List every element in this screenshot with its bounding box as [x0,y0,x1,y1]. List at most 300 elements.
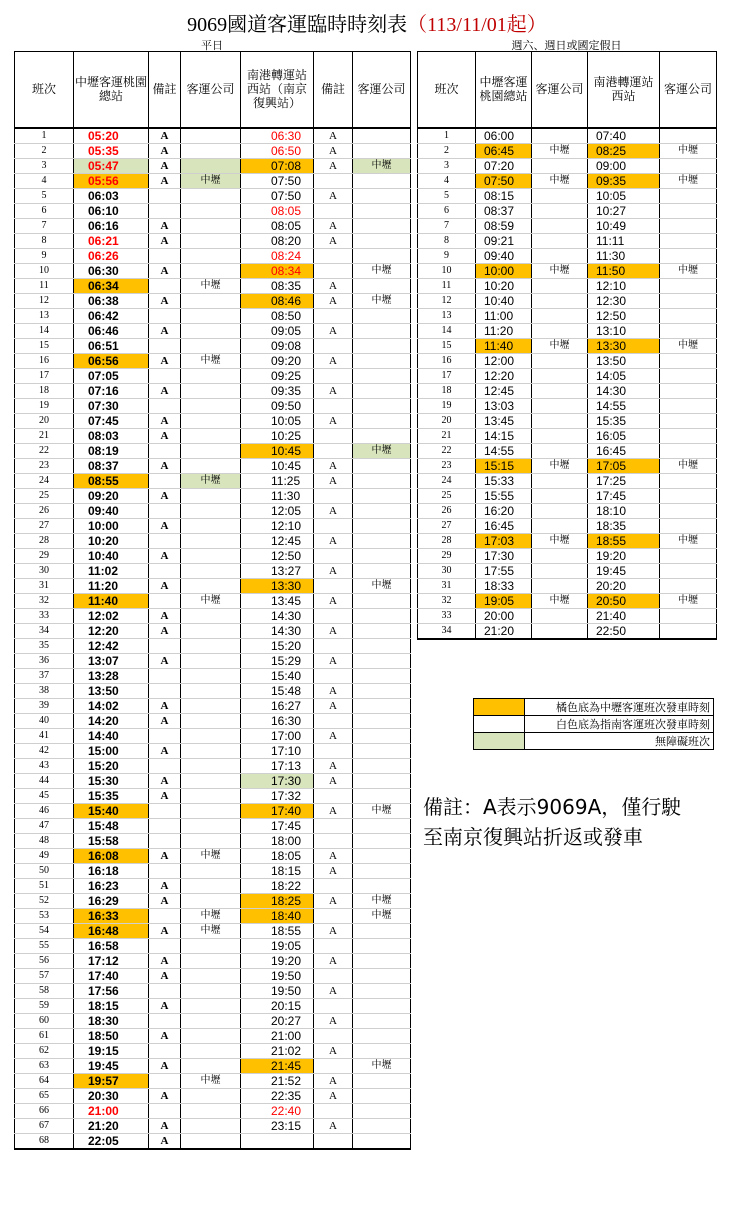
nangang-departure: 18:15 [241,863,314,878]
nangang-departure: 12:10 [241,518,314,533]
table-row [15,368,411,383]
company [181,233,241,248]
nangang-departure: 19:20 [588,548,660,563]
company: 中壢 [532,143,588,158]
table-row [15,1103,411,1118]
trip-number: 22 [15,443,74,458]
nangang-departure: 08:25 [588,143,660,158]
nangang-departure: 13:30 [588,338,660,353]
trip-number: 58 [15,983,74,998]
remark-a: A [149,1118,181,1133]
company-2 [353,968,411,983]
table-row [15,488,411,503]
nangang-departure: 20:50 [588,593,660,608]
nangang-departure: 22:50 [588,623,660,639]
weekday-rows [15,128,411,1149]
header-trip-no: 班次 [418,52,476,128]
company-2 [660,608,717,623]
nangang-departure: 14:30 [241,623,314,638]
company-2 [660,293,717,308]
company-2 [353,923,411,938]
remark-a: A [149,773,181,788]
remark-a-2: A [314,1013,353,1028]
nangang-departure: 18:40 [241,908,314,923]
company-2 [353,1073,411,1088]
company [181,668,241,683]
table-row [418,608,717,623]
zhongli-departure: 06:16 [74,218,149,233]
company [181,548,241,563]
remark-a [149,1103,181,1118]
nangang-departure: 17:40 [241,803,314,818]
company-2: 中壢 [660,263,717,278]
nangang-departure: 13:27 [241,563,314,578]
remark-a: A [149,128,181,144]
company-2 [353,488,411,503]
company-2 [353,653,411,668]
title-date: （113/11/01起） [407,14,547,36]
nangang-departure: 10:45 [241,443,314,458]
nangang-departure: 13:45 [241,593,314,608]
trip-number: 3 [418,158,476,173]
table-row [418,473,717,488]
company [181,878,241,893]
company-2 [353,563,411,578]
company [181,338,241,353]
table-row [15,263,411,278]
zhongli-departure: 15:20 [74,758,149,773]
company [181,1028,241,1043]
company-2 [353,1103,411,1118]
remark-a-2 [314,248,353,263]
remark-a-2: A [314,623,353,638]
nangang-departure: 17:00 [241,728,314,743]
trip-number: 45 [15,788,74,803]
table-row [418,128,717,144]
remark-a: A [149,1058,181,1073]
trip-number: 22 [418,443,476,458]
trip-number: 25 [418,488,476,503]
table-row [15,1013,411,1028]
zhongli-departure: 10:40 [476,293,532,308]
trip-number: 28 [15,533,74,548]
company [181,218,241,233]
company [181,128,241,144]
zhongli-departure: 06:26 [74,248,149,263]
remark-a: A [149,608,181,623]
zhongli-departure: 15:55 [476,488,532,503]
zhongli-departure: 10:00 [476,263,532,278]
company [181,158,241,173]
zhongli-departure: 06:03 [74,188,149,203]
company: 中壢 [181,908,241,923]
zhongli-departure: 17:30 [476,548,532,563]
zhongli-departure: 08:37 [476,203,532,218]
remark-a [149,443,181,458]
company: 中壢 [181,473,241,488]
table-row [418,353,717,368]
table-row [418,623,717,639]
trip-number: 4 [15,173,74,188]
remark-a: A [149,578,181,593]
company [532,188,588,203]
nangang-departure: 18:00 [241,833,314,848]
trip-number: 63 [15,1058,74,1073]
zhongli-departure: 15:15 [476,458,532,473]
table-row [418,548,717,563]
remark-a-2: A [314,758,353,773]
company-2: 中壢 [660,143,717,158]
company-2 [353,338,411,353]
nangang-departure [241,1133,314,1149]
zhongli-departure: 22:05 [74,1133,149,1149]
company-2 [353,983,411,998]
trip-number: 32 [15,593,74,608]
zhongli-departure: 21:00 [74,1103,149,1118]
company [181,368,241,383]
table-row [418,158,717,173]
company-2 [353,143,411,158]
table-row [15,233,411,248]
trip-number: 21 [15,428,74,443]
company [532,158,588,173]
remark-a-2 [314,263,353,278]
nangang-departure: 18:35 [588,518,660,533]
zhongli-departure: 14:55 [476,443,532,458]
zhongli-departure: 13:50 [74,683,149,698]
zhongli-departure: 12:20 [476,368,532,383]
company-2 [353,548,411,563]
trip-number: 31 [418,578,476,593]
header-remark-2: 備註 [314,52,353,128]
nangang-departure: 14:30 [241,608,314,623]
trip-number: 14 [418,323,476,338]
trip-number: 6 [418,203,476,218]
company [181,308,241,323]
remark-a: A [149,713,181,728]
company-2 [353,683,411,698]
trip-number: 4 [418,173,476,188]
table-row [418,308,717,323]
zhongli-departure: 10:00 [74,518,149,533]
remark-a-2 [314,638,353,653]
table-row [15,593,411,608]
zhongli-departure: 10:40 [74,548,149,563]
remark-a-2: A [314,593,353,608]
trip-number: 62 [15,1043,74,1058]
remark-a-2: A [314,503,353,518]
trip-number: 9 [15,248,74,263]
table-row [418,578,717,593]
remark-a-2: A [314,158,353,173]
zhongli-departure: 11:20 [476,323,532,338]
company [181,653,241,668]
company [181,383,241,398]
nangang-departure: 21:02 [241,1043,314,1058]
trip-number: 30 [15,563,74,578]
zhongli-departure: 15:40 [74,803,149,818]
company-2 [660,158,717,173]
zhongli-departure: 05:20 [74,128,149,144]
zhongli-departure: 17:55 [476,563,532,578]
nangang-departure: 13:10 [588,323,660,338]
remark-a-2 [314,443,353,458]
trip-number: 19 [15,398,74,413]
nangang-departure: 18:22 [241,878,314,893]
remark-a-2: A [314,533,353,548]
table-row [418,248,717,263]
trip-number: 10 [15,263,74,278]
trip-number: 41 [15,728,74,743]
legend-text: 橘色底為中壢客運班次發車時刻 [525,699,714,716]
remark-a [149,668,181,683]
company-2 [660,278,717,293]
company-2 [660,398,717,413]
zhongli-departure: 07:20 [476,158,532,173]
zhongli-departure: 07:45 [74,413,149,428]
remark-line-1: 備註：A表示9069A，僅行駛 [423,795,682,819]
company [532,353,588,368]
company-2 [660,248,717,263]
trip-number: 2 [15,143,74,158]
table-row [15,938,411,953]
table-row [15,713,411,728]
table-row [15,1043,411,1058]
zhongli-departure: 21:20 [476,623,532,639]
trip-number: 28 [418,533,476,548]
company-2: 中壢 [660,173,717,188]
zhongli-departure: 16:29 [74,893,149,908]
company [181,323,241,338]
company-2 [353,713,411,728]
company-2 [353,1088,411,1103]
zhongli-departure: 12:00 [476,353,532,368]
table-row [15,203,411,218]
company [181,293,241,308]
remark-line-2: 至南京復興站折返或發車 [423,825,643,849]
company-2 [353,218,411,233]
remark-a-2 [314,368,353,383]
remark-a-2 [314,833,353,848]
table-row [15,803,411,818]
remark-a-2: A [314,728,353,743]
nangang-departure: 23:15 [241,1118,314,1133]
table-row [15,893,411,908]
company [181,758,241,773]
company-2 [353,398,411,413]
company-2 [660,203,717,218]
company [181,698,241,713]
zhongli-departure: 06:10 [74,203,149,218]
trip-number: 54 [15,923,74,938]
table-row [15,563,411,578]
zhongli-departure: 06:21 [74,233,149,248]
table-row [15,968,411,983]
table-row [15,728,411,743]
remark-a [149,473,181,488]
company-2 [353,503,411,518]
company [181,488,241,503]
company: 中壢 [532,593,588,608]
zhongli-departure: 14:02 [74,698,149,713]
nangang-departure: 07:08 [241,158,314,173]
trip-number: 42 [15,743,74,758]
remark-a [149,188,181,203]
nangang-departure: 08:20 [241,233,314,248]
remark-a [149,248,181,263]
remark-a: A [149,383,181,398]
company [181,938,241,953]
zhongli-departure: 08:37 [74,458,149,473]
company-2 [353,428,411,443]
company-2 [660,518,717,533]
trip-number: 16 [418,353,476,368]
table-row [15,983,411,998]
header-trip-no: 班次 [15,52,74,128]
table-row [418,233,717,248]
remark-a-2 [314,818,353,833]
company-2 [353,233,411,248]
legend-text: 無障礙班次 [525,733,714,750]
zhongli-departure: 15:58 [74,833,149,848]
remark-a [149,398,181,413]
company [181,863,241,878]
table-row [15,743,411,758]
remark-a-2: A [314,563,353,578]
zhongli-departure: 16:08 [74,848,149,863]
company-2 [353,173,411,188]
table-row [15,623,411,638]
nangang-departure: 18:10 [588,503,660,518]
company-2 [660,548,717,563]
table-row [418,458,717,473]
remark-a: A [149,263,181,278]
company-2 [660,488,717,503]
nangang-departure: 08:05 [241,218,314,233]
legend-swatch-orange [474,699,525,716]
company: 中壢 [532,533,588,548]
company [181,1088,241,1103]
remark-a-2 [314,743,353,758]
remark-a-2 [314,338,353,353]
trip-number: 13 [418,308,476,323]
remark-a-2 [314,428,353,443]
company: 中壢 [181,353,241,368]
nangang-departure: 09:08 [241,338,314,353]
remark-a-2: A [314,983,353,998]
remark-a-2: A [314,848,353,863]
trip-number: 26 [15,503,74,518]
company-2 [660,503,717,518]
zhongli-departure: 13:07 [74,653,149,668]
company: 中壢 [532,458,588,473]
remark-a [149,563,181,578]
remark-a-2 [314,518,353,533]
trip-number: 7 [418,218,476,233]
nangang-departure: 10:25 [241,428,314,443]
remark-a-2 [314,1133,353,1149]
nangang-departure: 11:25 [241,473,314,488]
remark-note [423,792,723,852]
zhongli-departure: 14:15 [476,428,532,443]
company-2 [353,413,411,428]
trip-number: 17 [418,368,476,383]
nangang-departure: 11:30 [241,488,314,503]
company [532,233,588,248]
zhongli-departure: 21:20 [74,1118,149,1133]
nangang-departure: 19:20 [241,953,314,968]
nangang-departure: 20:20 [588,578,660,593]
remark-a-2 [314,203,353,218]
trip-number: 17 [15,368,74,383]
zhongli-departure: 07:16 [74,383,149,398]
company-2 [353,203,411,218]
header-nangang-station: 南港轉運站西站 [588,52,660,128]
company-2: 中壢 [353,893,411,908]
company-2 [353,863,411,878]
company-2 [353,953,411,968]
remark-a-2: A [314,953,353,968]
nangang-departure: 16:30 [241,713,314,728]
nangang-departure: 21:00 [241,1028,314,1043]
weekday-timetable [14,51,411,1150]
remark-a-2 [314,608,353,623]
legend-text: 白色底為指南客運班次發車時刻 [525,716,714,733]
remark-a: A [149,293,181,308]
company: 中壢 [181,1073,241,1088]
trip-number: 33 [15,608,74,623]
company-2 [660,323,717,338]
company [181,1013,241,1028]
remark-a: A [149,623,181,638]
trip-number: 59 [15,998,74,1013]
company-2 [660,308,717,323]
company [181,773,241,788]
zhongli-departure: 12:42 [74,638,149,653]
zhongli-departure: 05:35 [74,143,149,158]
remark-a-2: A [314,773,353,788]
nangang-departure: 08:50 [241,308,314,323]
zhongli-departure: 19:05 [476,593,532,608]
nangang-departure: 20:27 [241,1013,314,1028]
trip-number: 29 [418,548,476,563]
company [532,368,588,383]
remark-a [149,1073,181,1088]
zhongli-departure: 06:46 [74,323,149,338]
company [181,998,241,1013]
remark-a-2 [314,398,353,413]
table-row [15,353,411,368]
trip-number: 15 [15,338,74,353]
company-2: 中壢 [353,158,411,173]
trip-number: 30 [418,563,476,578]
nangang-departure: 15:20 [241,638,314,653]
nangang-departure: 12:45 [241,533,314,548]
company [532,203,588,218]
company [181,743,241,758]
trip-number: 56 [15,953,74,968]
table-row [15,653,411,668]
trip-number: 23 [15,458,74,473]
company-2 [353,833,411,848]
table-row [15,518,411,533]
remark-a-2: A [314,233,353,248]
company-2 [660,383,717,398]
nangang-departure: 16:27 [241,698,314,713]
remark-a: A [149,218,181,233]
table-row [15,248,411,263]
remark-a [149,638,181,653]
